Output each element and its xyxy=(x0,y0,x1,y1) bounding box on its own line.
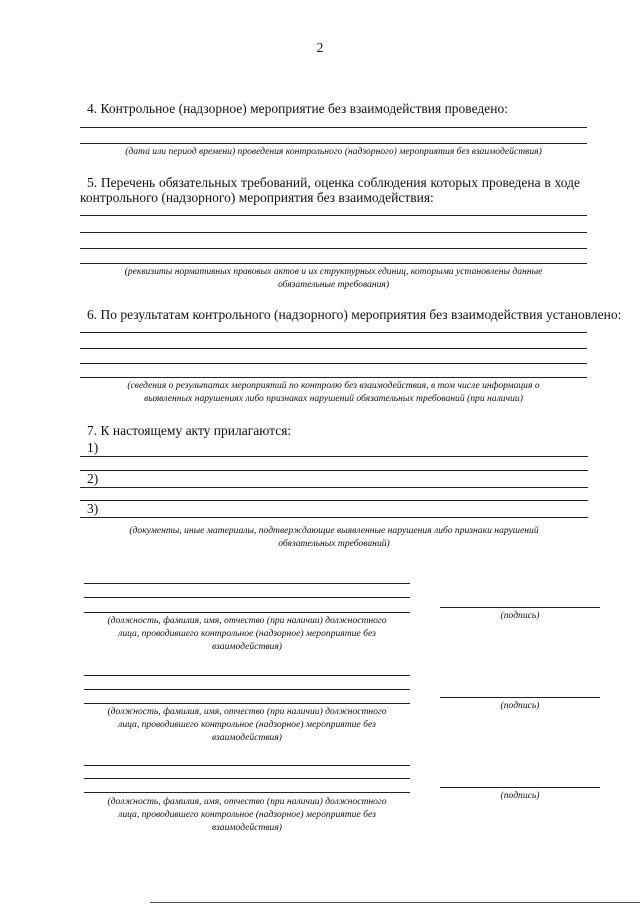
signature-line[interactable] xyxy=(440,607,600,608)
position-input-line[interactable] xyxy=(84,703,410,704)
section-7-caption-line1: (документы, иные материалы, подтверждающие выявленные нарушения либо признаки нарушений xyxy=(129,525,539,536)
section-5-input-line[interactable] xyxy=(80,248,587,249)
attachment-item-number: 3) xyxy=(87,501,99,516)
position-input-line[interactable] xyxy=(84,597,410,598)
position-input-line[interactable] xyxy=(84,583,410,584)
section-5-input-line[interactable] xyxy=(80,215,587,216)
attachment-item-line[interactable] xyxy=(80,517,588,518)
section-7-caption-line2: обязательных требований) xyxy=(278,538,390,549)
attachment-item-number: 1) xyxy=(87,440,99,455)
section-5-heading-line1: 5. Перечень обязательных требований, оценка соблюдения которых проведена в ходе xyxy=(87,175,580,190)
attachment-item-number: 2) xyxy=(87,471,99,486)
page-bottom-edge xyxy=(150,902,640,903)
section-5-caption-line2: обязательные требования) xyxy=(277,279,390,290)
section-4-caption: (дата или период времени) проведения контрольного (надзорного) мероприятия без взаимодействия) xyxy=(125,146,542,157)
section-6-input-line[interactable] xyxy=(80,377,587,378)
section-5-input-line[interactable] xyxy=(80,263,587,264)
position-input-line[interactable] xyxy=(84,675,410,676)
section-6-caption-line2: выявленных нарушениях либо признаках нарушений обязательных требований (при наличии) xyxy=(144,393,523,404)
signature-line[interactable] xyxy=(440,697,600,698)
position-input-line[interactable] xyxy=(84,765,410,766)
position-caption-line3: взаимодействия) xyxy=(212,732,282,743)
attachment-item-line[interactable] xyxy=(80,500,588,501)
section-5-caption-line1: (реквизиты нормативных правовых актов и их структурных единиц, которыми установлены данные xyxy=(124,266,543,277)
section-7-heading: 7. К настоящему акту прилагаются: xyxy=(87,423,292,438)
attachment-item-line[interactable] xyxy=(80,487,588,488)
position-input-line[interactable] xyxy=(84,612,410,613)
signature-caption: (подпись) xyxy=(500,790,540,801)
position-caption-line2: лица, проводившего контрольное (надзорное) мероприятие без xyxy=(118,719,376,730)
signature-caption: (подпись) xyxy=(500,610,540,621)
position-caption-line2: лица, проводившего контрольное (надзорное) мероприятие без xyxy=(118,809,376,820)
section-6-caption-line1: (сведения о результатах мероприятий по контролю без взаимодействия, в том числе информация о xyxy=(127,380,540,391)
position-input-line[interactable] xyxy=(84,778,410,779)
position-caption-line2: лица, проводившего контрольное (надзорное) мероприятие без xyxy=(118,628,376,639)
section-6-input-line[interactable] xyxy=(80,348,587,349)
section-6-heading: 6. По результатам контрольного (надзорного) мероприятия без взаимодействия установлено: xyxy=(87,307,622,322)
position-input-line[interactable] xyxy=(84,792,410,793)
section-4-heading: 4. Контрольное (надзорное) мероприятие без взаимодействия проведено: xyxy=(87,101,508,116)
position-caption-line1: (должность, фамилия, имя, отчество (при наличии) должностного xyxy=(107,706,387,717)
section-6-input-line[interactable] xyxy=(80,332,587,333)
section-4-input-line[interactable] xyxy=(80,127,587,128)
position-input-line[interactable] xyxy=(84,689,410,690)
attachment-item-line[interactable] xyxy=(80,456,588,457)
position-caption-line3: взаимодействия) xyxy=(212,822,282,833)
position-caption-line1: (должность, фамилия, имя, отчество (при наличии) должностного xyxy=(107,615,387,626)
page-number: 2 xyxy=(316,40,324,55)
section-4-input-line[interactable] xyxy=(80,143,587,144)
signature-caption: (подпись) xyxy=(500,700,540,711)
position-caption-line3: взаимодействия) xyxy=(212,641,282,652)
section-6-input-line[interactable] xyxy=(80,363,587,364)
attachment-item-line[interactable] xyxy=(80,470,588,471)
signature-line[interactable] xyxy=(440,787,600,788)
position-caption-line1: (должность, фамилия, имя, отчество (при наличии) должностного xyxy=(107,796,387,807)
section-5-heading-line2: контрольного (надзорного) мероприятия без взаимодействия: xyxy=(80,190,434,205)
section-5-input-line[interactable] xyxy=(80,232,587,233)
